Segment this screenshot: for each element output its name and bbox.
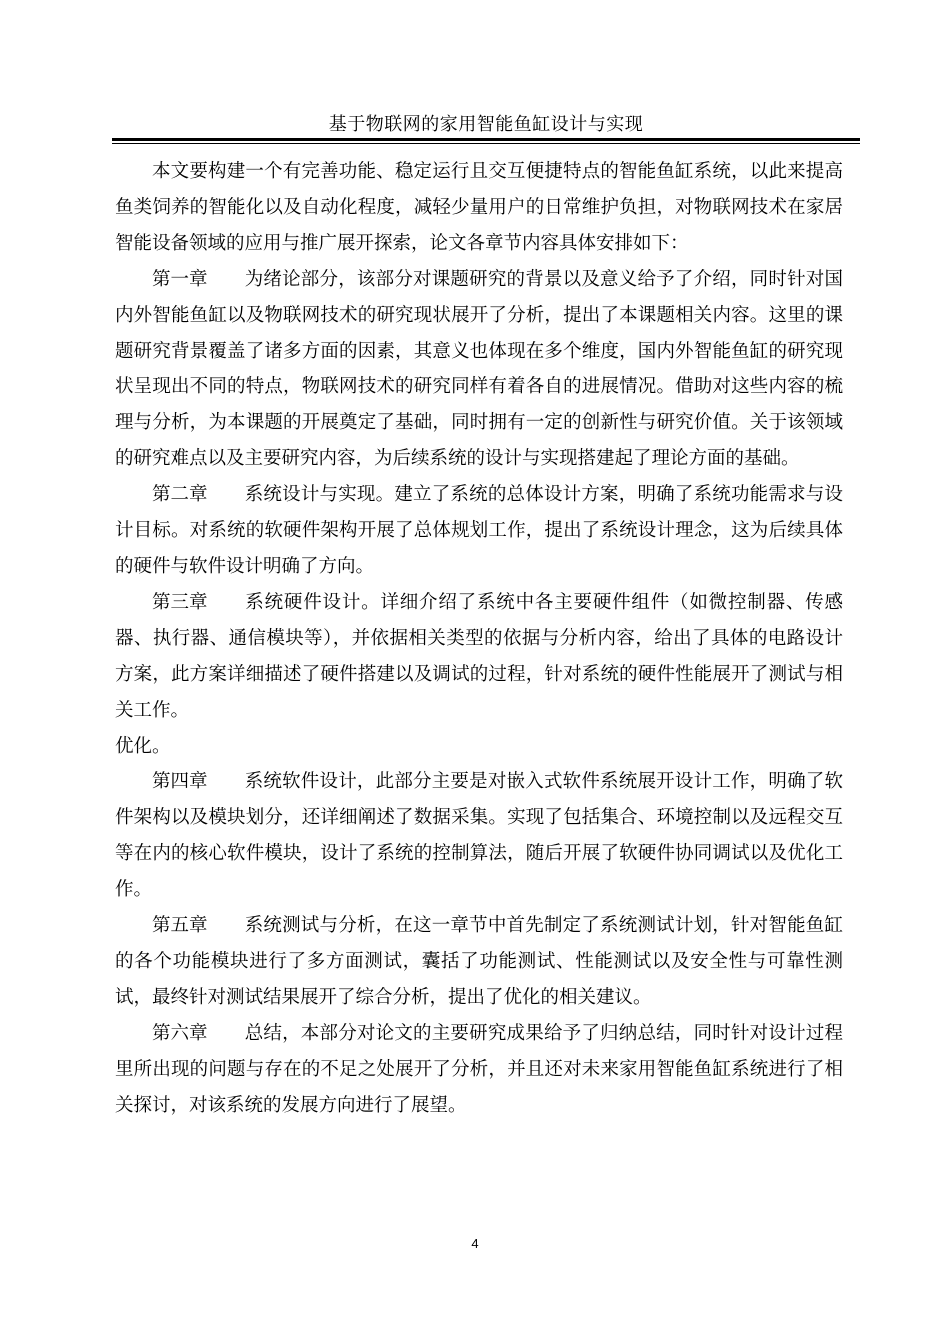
chapter-label: 第五章 — [152, 915, 208, 937]
paragraph-text: 优化。 — [115, 735, 171, 757]
paragraph-text: 系统测试与分析，在这一章节中首先制定了系统测试计划，针对智能鱼缸的各个功能模块进行了多方面测试，囊括了功能测试、性能测试以及安全性与可靠性测试，最终针对测试结果展开了综合分析，提出了优化的相关建议。 — [115, 915, 843, 1008]
chapter-4-paragraph — [115, 764, 843, 908]
paragraph-text: 系统硬件设计。详细介绍了系统中各主要硬件组件（如微控制器、传感器、执行器、通信模块等），并依据相关类型的依据与分析内容，给出了具体的电路设计方案，此方案详细描述了硬件搭建以及调试的过程，针对系统的硬件性能展开了测试与相关工作。 — [115, 591, 843, 721]
running-header-title: 基于物联网的家用智能鱼缸设计与实现 — [328, 114, 644, 135]
paragraph-text: 本文要构建一个有完善功能、稳定运行且交互便捷特点的智能鱼缸系统，以此来提高鱼类饲养的智能化以及自动化程度，减轻少量用户的日常维护负担，对物联网技术在家居智能设备领域的应用与推广展开探索，论文各章节内容具体安排如下： — [115, 161, 843, 254]
chapter-5-paragraph — [115, 908, 843, 1016]
chapter-label: 第二章 — [152, 484, 208, 506]
intro-paragraph — [115, 154, 843, 262]
header-rule-thick — [112, 138, 860, 141]
chapter-label: 第六章 — [152, 1022, 208, 1044]
chapter-3-paragraph — [115, 585, 843, 729]
chapter-label: 第三章 — [152, 591, 208, 613]
paragraph-text: 总结，本部分对论文的主要研究成果给予了归纳总结，同时针对设计过程里所出现的问题与存在的不足之处展开了分析，并且还对未来家用智能鱼缸系统进行了相关探讨，对该系统的发展方向进行了展望。 — [115, 1022, 843, 1116]
paragraph-text: 系统设计与实现。建立了系统的总体设计方案，明确了系统功能需求与设计目标。对系统的软硬件架构开展了总体规划工作，提出了系统设计理念，这为后续具体的硬件与软件设计明确了方向。 — [115, 484, 843, 577]
chapter-6-paragraph — [115, 1016, 843, 1124]
chapter-label: 第四章 — [152, 771, 208, 793]
body-text — [115, 154, 843, 1123]
chapter-2-paragraph — [115, 477, 843, 585]
page-number: 4 — [471, 1236, 479, 1251]
stray-line-paragraph — [115, 729, 843, 765]
chapter-1-paragraph — [115, 262, 843, 477]
paragraph-text: 系统软件设计，此部分主要是对嵌入式软件系统展开设计工作，明确了软件架构以及模块划分，还详细阐述了数据采集。实现了包括集合、环境控制以及远程交互等在内的核心软件模块，设计了系统的控制算法，随后开展了软硬件协同调试以及优化工作。 — [115, 771, 843, 901]
paragraph-text: 为绪论部分，该部分对课题研究的背景以及意义给予了介绍，同时针对国内外智能鱼缸以及物联网技术的研究现状展开了分析，提出了本课题相关内容。这里的课题研究背景覆盖了诸多方面的因素，其意义也体现在多个维度，国内外智能鱼缸的研究现状呈现出不同的特点，物联网技术的研究同样有着各自的进展情况。借助对这些内容的梳理与分析，为本课题的开展奠定了基础，同时拥有一定的创新性与研究价值。关于该领域的研究难点以及主要研究内容，为后续系统的设计与实现搭建起了理论方面的基础。 — [115, 268, 843, 470]
chapter-label: 第一章 — [152, 268, 208, 290]
header-rule-thin — [112, 143, 860, 144]
